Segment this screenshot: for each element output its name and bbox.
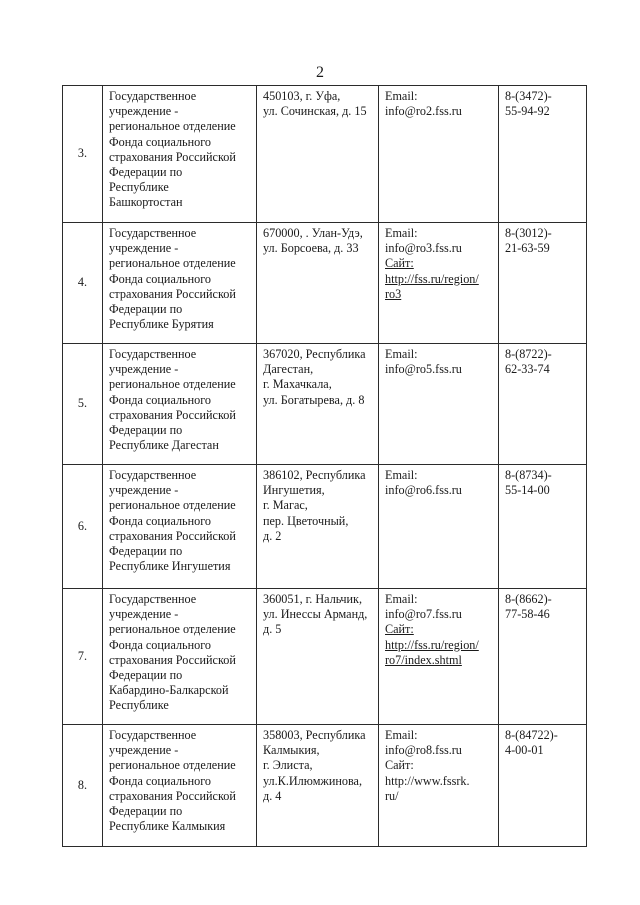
address-line: пер. Цветочный, xyxy=(263,513,349,528)
email-label: Email: xyxy=(385,89,418,103)
email-address[interactable]: info@ro3.fss.ru xyxy=(385,241,462,256)
institution-name-line: Кабардино-Балкарской xyxy=(109,683,229,698)
email-label: Email: xyxy=(385,347,418,361)
table-row xyxy=(63,344,587,465)
address-line: Дагестан, xyxy=(263,362,314,377)
phone-cell xyxy=(499,589,587,725)
phone-line: 21-63-59 xyxy=(505,241,550,256)
table-row xyxy=(63,589,587,725)
address-line: г. Элиста, xyxy=(263,758,313,773)
institution-name-line: региональное отделение xyxy=(109,119,236,134)
row-number: 7. xyxy=(63,589,103,725)
institution-name-line: Фонда социального xyxy=(109,637,212,652)
email-label: Email: xyxy=(385,468,418,482)
institution-name-line: страхования Российской xyxy=(109,286,236,301)
email-label: Email: xyxy=(385,592,418,606)
institution-name-line: учреждение - xyxy=(109,607,179,622)
phone-line: 55-14-00 xyxy=(505,483,550,498)
site-label: Сайт: xyxy=(385,758,414,773)
institution-name-line: Государственное xyxy=(109,468,197,482)
institution-name-line: Федерации по xyxy=(109,668,183,683)
address-cell xyxy=(257,465,379,589)
table-row xyxy=(63,465,587,589)
phone-line: 77-58-46 xyxy=(505,607,550,622)
row-number: 4. xyxy=(63,223,103,344)
institution-name-line: страхования Российской xyxy=(109,652,236,667)
phone-line: 55-94-92 xyxy=(505,104,550,119)
address-line: 358003, Республика xyxy=(263,728,366,742)
contacts-cell xyxy=(379,86,499,223)
institution-name-cell xyxy=(103,223,257,344)
institution-name-line: Государственное xyxy=(109,592,197,606)
institution-name-line: региональное отделение xyxy=(109,758,236,773)
institution-name-line: Фонда социального xyxy=(109,773,212,788)
institution-name-line: Фонда социального xyxy=(109,134,212,149)
institution-name-line: Государственное xyxy=(109,347,197,361)
institution-name-line: Фонда социального xyxy=(109,392,212,407)
site-label: Сайт: xyxy=(385,622,414,637)
site-link[interactable]: http://fss.ru/region/ xyxy=(385,637,479,652)
institution-name-line: Фонда социального xyxy=(109,513,212,528)
address-line: ул. Сочинская, д. 15 xyxy=(263,104,367,119)
institution-name-line: Республике Ингушетия xyxy=(109,559,231,574)
address-cell xyxy=(257,86,379,223)
phone-line: 8-(8722)- xyxy=(505,347,552,361)
contacts-cell xyxy=(379,223,499,344)
address-cell xyxy=(257,223,379,344)
address-line: Ингушетия, xyxy=(263,483,325,498)
address-cell xyxy=(257,589,379,725)
address-cell xyxy=(257,344,379,465)
phone-cell xyxy=(499,344,587,465)
institution-name-line: Федерации по xyxy=(109,423,183,438)
email-label: Email: xyxy=(385,226,418,240)
institution-name-line: Государственное xyxy=(109,89,197,103)
email-address[interactable]: info@ro8.fss.ru xyxy=(385,743,462,758)
phone-line: 8-(84722)- xyxy=(505,728,558,742)
address-line: ул. Богатырева, д. 8 xyxy=(263,392,365,407)
institution-name-line: страхования Российской xyxy=(109,528,236,543)
address-line: д. 4 xyxy=(263,788,282,803)
site-link[interactable]: ru/ xyxy=(385,788,399,803)
site-label: Сайт: xyxy=(385,256,414,271)
institution-name-line: Федерации по xyxy=(109,165,183,180)
phone-line: 62-33-74 xyxy=(505,362,550,377)
address-line: ул. Инессы Арманд, xyxy=(263,607,368,622)
institution-name-line: Федерации по xyxy=(109,544,183,559)
address-line: д. 5 xyxy=(263,622,282,637)
site-link[interactable]: http://www.fssrk. xyxy=(385,773,470,788)
institution-name-line: Республике Дагестан xyxy=(109,438,219,453)
email-address[interactable]: info@ro5.fss.ru xyxy=(385,362,462,377)
address-line: ул. Борсоева, д. 33 xyxy=(263,241,359,256)
address-line: г. Магас, xyxy=(263,498,308,513)
table-row xyxy=(63,86,587,223)
table-row xyxy=(63,223,587,344)
institution-name-line: Федерации по xyxy=(109,302,183,317)
institution-name-line: Республике Бурятия xyxy=(109,317,214,332)
page-number: 2 xyxy=(316,64,324,81)
contacts-cell xyxy=(379,725,499,847)
institution-name-line: Фонда социального xyxy=(109,271,212,286)
email-label: Email: xyxy=(385,728,418,742)
institution-name-line: региональное отделение xyxy=(109,498,236,513)
phone-cell xyxy=(499,223,587,344)
address-line: г. Махачкала, xyxy=(263,377,332,392)
address-line: ул.К.Илюмжинова, xyxy=(263,773,363,788)
institution-name-cell xyxy=(103,465,257,589)
institution-name-line: страхования Российской xyxy=(109,407,236,422)
institution-name-line: страхования Российской xyxy=(109,788,236,803)
institution-name-line: региональное отделение xyxy=(109,256,236,271)
address-cell xyxy=(257,725,379,847)
address-line: 386102, Республика xyxy=(263,468,366,482)
institution-name-line: Федерации по xyxy=(109,804,183,819)
phone-line: 8-(3012)- xyxy=(505,226,552,240)
site-link[interactable]: ro7/index.shtml xyxy=(385,652,462,667)
institution-name-line: Государственное xyxy=(109,226,197,240)
contacts-cell xyxy=(379,589,499,725)
address-line: Калмыкия, xyxy=(263,743,320,758)
contacts-cell xyxy=(379,344,499,465)
institution-name-line: региональное отделение xyxy=(109,622,236,637)
phone-line: 8-(3472)- xyxy=(505,89,552,103)
address-line: д. 2 xyxy=(263,528,282,543)
row-number: 8. xyxy=(63,725,103,847)
site-link[interactable]: ro3 xyxy=(385,286,402,301)
address-line: 367020, Республика xyxy=(263,347,366,361)
phone-cell xyxy=(499,86,587,223)
institution-name-line: Республике xyxy=(109,698,169,713)
contacts-cell xyxy=(379,465,499,589)
address-line: 360051, г. Нальчик, xyxy=(263,592,363,606)
institution-name-line: учреждение - xyxy=(109,483,179,498)
institution-name-cell xyxy=(103,344,257,465)
site-link[interactable]: http://fss.ru/region/ xyxy=(385,271,479,286)
institution-name-cell xyxy=(103,725,257,847)
regional-offices-table xyxy=(62,85,587,847)
institution-name-cell xyxy=(103,86,257,223)
institution-name-line: учреждение - xyxy=(109,241,179,256)
institution-name-line: Государственное xyxy=(109,728,197,742)
institution-name-line: учреждение - xyxy=(109,104,179,119)
phone-cell xyxy=(499,725,587,847)
phone-cell xyxy=(499,465,587,589)
email-address[interactable]: info@ro6.fss.ru xyxy=(385,483,462,498)
phone-line: 4-00-01 xyxy=(505,743,544,758)
institution-name-line: Республике Калмыкия xyxy=(109,819,226,834)
phone-line: 8-(8734)- xyxy=(505,468,552,482)
address-line: 450103, г. Уфа, xyxy=(263,89,341,103)
institution-name-line: страхования Российской xyxy=(109,149,236,164)
phone-line: 8-(8662)- xyxy=(505,592,552,606)
row-number: 6. xyxy=(63,465,103,589)
institution-name-line: региональное отделение xyxy=(109,377,236,392)
institution-name-line: Башкортостан xyxy=(109,195,183,210)
institution-name-line: учреждение - xyxy=(109,362,179,377)
table-row xyxy=(63,725,587,847)
email-address[interactable]: info@ro2.fss.ru xyxy=(385,104,462,119)
row-number: 5. xyxy=(63,344,103,465)
row-number: 3. xyxy=(63,86,103,223)
institution-name-cell xyxy=(103,589,257,725)
address-line: 670000, . Улан-Удэ, xyxy=(263,226,363,240)
institution-name-line: учреждение - xyxy=(109,743,179,758)
institution-name-line: Республике xyxy=(109,180,169,195)
email-address[interactable]: info@ro7.fss.ru xyxy=(385,607,462,622)
